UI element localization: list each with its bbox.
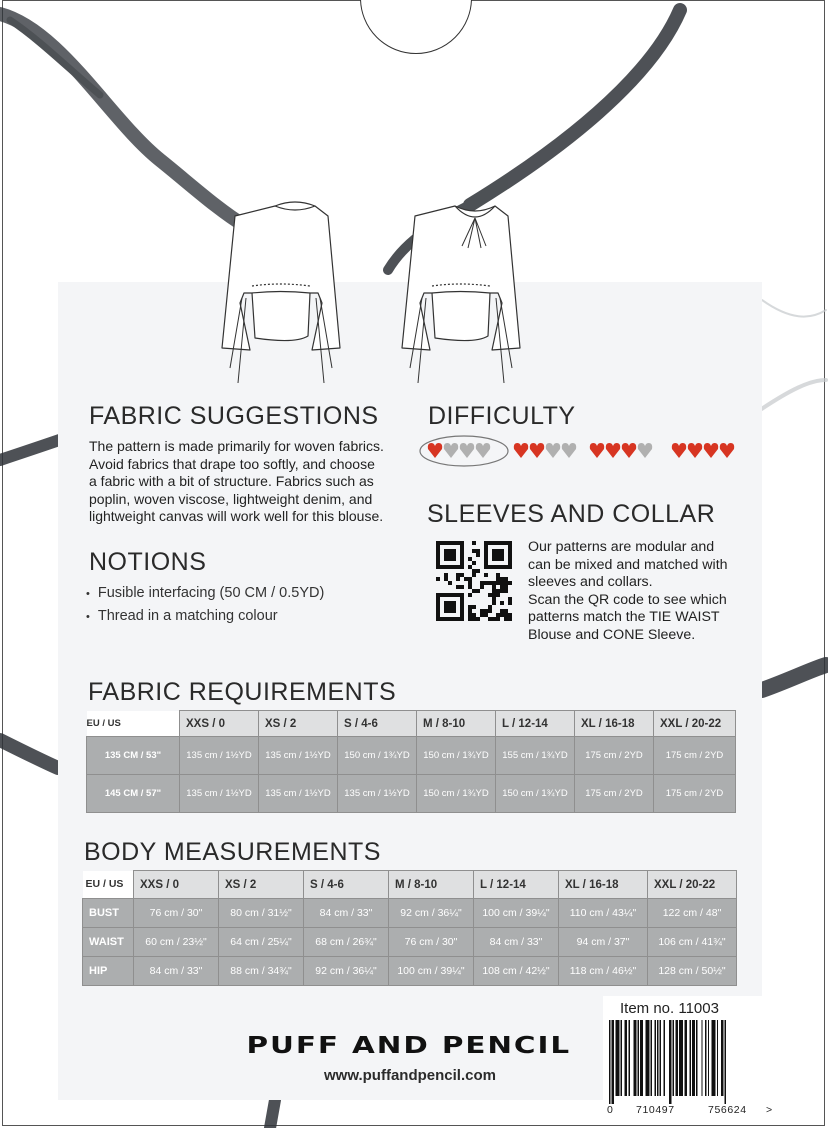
table-cell: 100 cm / 39¼" [474, 899, 559, 928]
text-line: sleeves and collars. [528, 574, 653, 591]
table-cell: 175 cm / 2YD [575, 775, 654, 813]
row-header: 135 CM / 53" [87, 737, 180, 775]
heart-icon [514, 443, 528, 458]
barcode-label [603, 996, 771, 1122]
text-line: Blouse and CONE Sleeve. [528, 626, 696, 643]
fabric-suggestions-title: FABRIC SUGGESTIONS [89, 402, 379, 430]
heart-icon [704, 443, 718, 458]
sleeves-collar-title: SLEEVES AND COLLAR [427, 500, 716, 528]
heart-icon [562, 443, 576, 458]
heart-icon [672, 443, 686, 458]
sleeves-collar-text [528, 539, 728, 645]
body-measurements-title: BODY MEASUREMENTS [84, 838, 381, 866]
barcode-group-2: 756624 [708, 1104, 747, 1116]
size-header: XL / 16-18 [575, 711, 654, 737]
size-header: XXS / 0 [134, 871, 219, 899]
notions-title: NOTIONS [89, 548, 207, 576]
body-measurements-table [82, 870, 737, 986]
table-cell: 150 cm / 1¾YD [338, 737, 417, 775]
table-cell: 135 cm / 1½YD [180, 775, 259, 813]
barcode-left-digit: 0 [607, 1104, 613, 1116]
text-line: Scan the QR code to see which [528, 591, 727, 608]
table-cell: 84 cm / 33" [304, 899, 389, 928]
heart-icon [444, 443, 458, 458]
size-header: L / 12-14 [474, 871, 559, 899]
table-cell: 150 cm / 1¾YD [417, 737, 496, 775]
table-cell: 135 cm / 1½YD [259, 737, 338, 775]
notions-list [86, 582, 324, 628]
heart-icon [476, 443, 490, 458]
table-cell: 100 cm / 39¼" [389, 957, 474, 986]
table-cell: 64 cm / 25¼" [219, 928, 304, 957]
table-cell: 110 cm / 43¼" [559, 899, 648, 928]
size-header: S / 4-6 [338, 711, 417, 737]
table-cell: 155 cm / 1¾YD [496, 737, 575, 775]
text-line: a fabric with a bit of structure. Fabrics such as [89, 473, 374, 490]
heart-icon [622, 443, 636, 458]
barcode-bars [609, 1020, 769, 1106]
heart-icon [720, 443, 734, 458]
row-header: HIP [83, 957, 134, 986]
qr-code [436, 541, 512, 621]
table-cell: 150 cm / 1¾YD [496, 775, 575, 813]
heart-icon [428, 443, 442, 458]
size-header: M / 8-10 [417, 711, 496, 737]
table-cell: 94 cm / 37" [559, 928, 648, 957]
heart-icon [688, 443, 702, 458]
table-cell: 80 cm / 31½" [219, 899, 304, 928]
table-cell: 175 cm / 2YD [654, 737, 736, 775]
size-header: XS / 2 [259, 711, 338, 737]
size-header: L / 12-14 [496, 711, 575, 737]
heart-icon [590, 443, 604, 458]
table-cell: 128 cm / 50½" [648, 957, 737, 986]
fabric-requirements-title: FABRIC REQUIREMENTS [88, 678, 397, 706]
table-corner: EU / US [83, 871, 134, 899]
table-cell: 122 cm / 48" [648, 899, 737, 928]
table-cell: 175 cm / 2YD [575, 737, 654, 775]
size-header: XXL / 20-22 [654, 711, 736, 737]
notion-item: • Fusible interfacing (50 CM / 0.5YD) [86, 582, 324, 605]
row-header: 145 CM / 57" [87, 775, 180, 813]
blouse-illustration [200, 198, 580, 388]
text-line: poplin, woven viscose, lightweight denim, and [89, 490, 373, 507]
text-line: Avoid fabrics that drape too softly, and choose [89, 455, 375, 472]
heart-icon [460, 443, 474, 458]
text-line: patterns match the TIE WAIST [528, 609, 720, 626]
table-cell: 84 cm / 33" [474, 928, 559, 957]
table-corner: EU / US [87, 711, 180, 737]
table-cell: 60 cm / 23½" [134, 928, 219, 957]
row-header: WAIST [83, 928, 134, 957]
text-line: The pattern is made primarily for woven fabrics. [89, 438, 384, 454]
table-cell: 106 cm / 41¾" [648, 928, 737, 957]
size-header: XS / 2 [219, 871, 304, 899]
text-line: Our patterns are modular and [528, 539, 715, 555]
size-header: M / 8-10 [389, 871, 474, 899]
table-cell: 68 cm / 26¾" [304, 928, 389, 957]
notion-item: • Thread in a matching colour [86, 605, 324, 628]
heart-icon [606, 443, 620, 458]
table-cell: 108 cm / 42½" [474, 957, 559, 986]
table-cell: 175 cm / 2YD [654, 775, 736, 813]
table-cell: 118 cm / 46½" [559, 957, 648, 986]
table-cell: 135 cm / 1½YD [180, 737, 259, 775]
size-header: S / 4-6 [304, 871, 389, 899]
table-cell: 135 cm / 1½YD [259, 775, 338, 813]
heart-icon [546, 443, 560, 458]
heart-icon [638, 443, 652, 458]
table-cell: 150 cm / 1¾YD [417, 775, 496, 813]
barcode-marker: > [766, 1104, 773, 1116]
size-header: XXL / 20-22 [648, 871, 737, 899]
table-cell: 135 cm / 1½YD [338, 775, 417, 813]
table-cell: 92 cm / 36¼" [389, 899, 474, 928]
fabric-suggestions-text [89, 438, 384, 526]
table-cell: 88 cm / 34¾" [219, 957, 304, 986]
fabric-requirements-table [86, 710, 736, 813]
table-cell: 76 cm / 30" [389, 928, 474, 957]
table-cell: 76 cm / 30" [134, 899, 219, 928]
item-number: Item no. 11003 [620, 1000, 719, 1017]
difficulty-title: DIFFICULTY [428, 402, 576, 430]
text-line: lightweight canvas will work well for this blouse. [89, 508, 384, 525]
row-header: BUST [83, 899, 134, 928]
table-cell: 84 cm / 33" [134, 957, 219, 986]
difficulty-rating [418, 432, 738, 470]
website-link[interactable]: www.puffandpencil.com [324, 1067, 496, 1084]
heart-icon [530, 443, 544, 458]
size-header: XL / 16-18 [559, 871, 648, 899]
table-cell: 92 cm / 36¼" [304, 957, 389, 986]
text-line: can be mixed and matched with [528, 556, 728, 573]
barcode-group-1: 710497 [636, 1104, 675, 1116]
size-header: XXS / 0 [180, 711, 259, 737]
brand-name: PUFF AND PENCIL [246, 1033, 572, 1059]
